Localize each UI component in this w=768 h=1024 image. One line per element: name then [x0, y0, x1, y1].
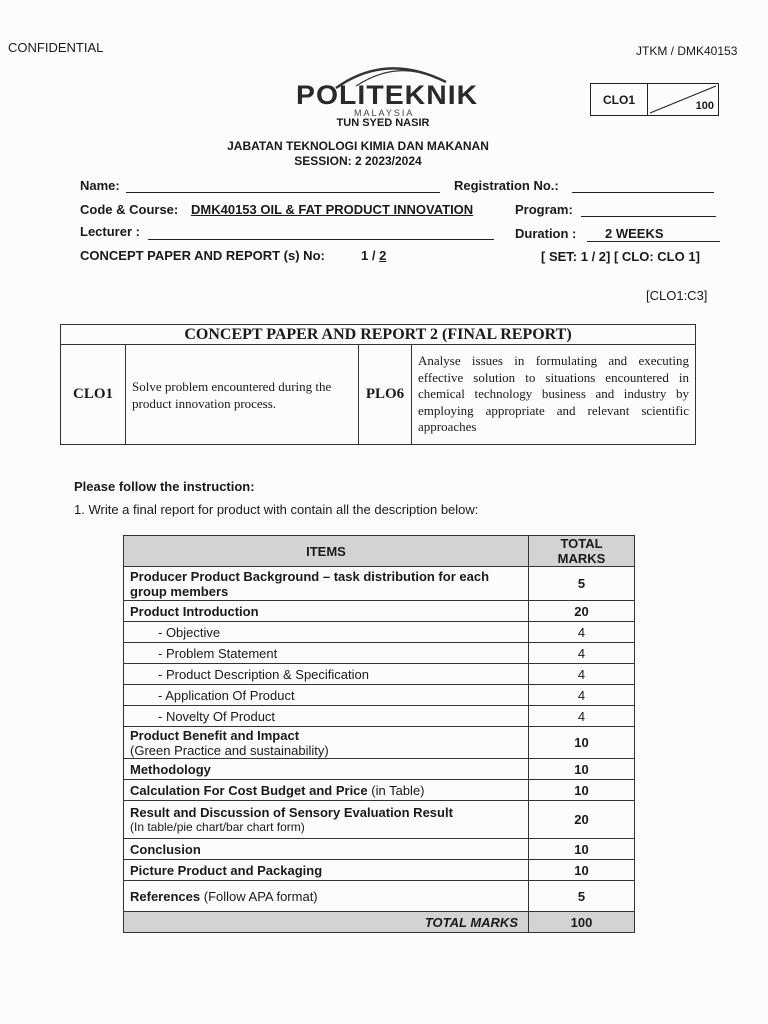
row-marks: 5 — [529, 567, 635, 601]
row-item: Producer Product Background – task distribution for each group members — [124, 567, 529, 601]
row-item: Picture Product and Packaging — [124, 860, 529, 881]
instruction-heading: Please follow the instruction: — [74, 479, 255, 494]
paper-label: CONCEPT PAPER AND REPORT (s) No: — [80, 248, 325, 263]
row-item: Methodology — [124, 759, 529, 780]
clo-c3-label: [CLO1:C3] — [646, 288, 708, 303]
table-row — [124, 567, 635, 601]
duration-value — [587, 226, 720, 242]
row-item: Product Introduction — [124, 601, 529, 622]
row-item-cell — [124, 780, 529, 801]
marks-table — [123, 535, 635, 933]
row-note: (Green Practice and sustainability) — [130, 742, 329, 758]
department-block — [150, 139, 566, 169]
row-marks: 5 — [529, 881, 635, 912]
row-item: - Problem Statement — [124, 643, 529, 664]
table-row — [124, 643, 635, 664]
table-row — [124, 860, 635, 881]
row-marks: 4 — [529, 643, 635, 664]
document-code: JTKM / DMK40153 — [636, 44, 738, 58]
table-row — [124, 881, 635, 912]
table-row — [124, 780, 635, 801]
table-row — [124, 839, 635, 860]
row-item-cell — [124, 727, 529, 759]
row-item: Product Benefit and Impact — [130, 727, 300, 743]
course-value: DMK40153 OIL & FAT PRODUCT INNOVATION — [191, 202, 474, 217]
row-item-cell — [124, 881, 529, 912]
table-row — [124, 706, 635, 727]
clo-description: Solve problem encountered during the product innovation process. — [126, 345, 359, 445]
row-marks: 4 — [529, 706, 635, 727]
total-row — [124, 912, 635, 933]
table-row — [124, 685, 635, 706]
confidential-label: CONFIDENTIAL — [8, 40, 104, 55]
table-row — [124, 801, 635, 839]
row-item-cell — [124, 801, 529, 839]
logo-brand: POLITEKNIK — [296, 80, 479, 110]
table-row — [124, 759, 635, 780]
row-item: - Novelty Of Product — [124, 706, 529, 727]
lecturer-field[interactable] — [148, 239, 494, 240]
table-row — [124, 601, 635, 622]
paper-number-prefix: 1 / — [361, 248, 376, 263]
row-marks: 10 — [529, 780, 635, 801]
lecturer-label: Lecturer : — [80, 224, 140, 239]
row-item: - Product Description & Specification — [124, 664, 529, 685]
department-name: JABATAN TEKNOLOGI KIMIA DAN MAKANAN — [227, 139, 489, 153]
total-label: TOTAL MARKS — [124, 912, 529, 933]
row-item: - Application Of Product — [124, 685, 529, 706]
row-marks: 20 — [529, 601, 635, 622]
clo-score-box — [590, 83, 719, 116]
plo-code: PLO6 — [359, 345, 412, 445]
set-clo-label: [ SET: 1 / 2] [ CLO: CLO 1] — [541, 249, 700, 264]
row-marks: 4 — [529, 664, 635, 685]
row-marks: 10 — [529, 860, 635, 881]
table-row — [124, 664, 635, 685]
row-item: Result and Discussion of Sensory Evaluation Result — [130, 804, 453, 820]
clo-plo-table — [60, 324, 696, 445]
row-item: References — [130, 888, 201, 904]
registration-label: Registration No.: — [454, 178, 559, 193]
table-row — [124, 727, 635, 759]
row-item: - Objective — [124, 622, 529, 643]
clo-box-label: CLO1 — [591, 84, 648, 115]
code-course-label: Code & Course: — [80, 202, 179, 217]
marks-header: TOTAL MARKS — [529, 536, 635, 567]
row-item: Conclusion — [124, 839, 529, 860]
logo-subtitle: MALAYSIA — [354, 108, 415, 118]
row-marks: 4 — [529, 622, 635, 643]
row-note: (Follow APA format) — [203, 888, 318, 904]
clo-table-title: CONCEPT PAPER AND REPORT 2 (FINAL REPORT) — [61, 325, 696, 345]
paper-number-total: 2 — [379, 248, 387, 263]
row-marks: 10 — [529, 759, 635, 780]
paper-number — [361, 248, 386, 263]
duration-text: 2 WEEKS — [605, 226, 664, 241]
program-field[interactable] — [581, 216, 716, 217]
row-item: Calculation For Cost Budget and Price — [130, 782, 368, 798]
row-note: (in Table) — [371, 782, 425, 798]
total-value: 100 — [529, 912, 635, 933]
clo-box-max: 100 — [695, 100, 714, 112]
clo-code: CLO1 — [61, 345, 126, 445]
items-header: ITEMS — [124, 536, 529, 567]
name-label: Name: — [80, 178, 120, 193]
instruction-item-1: 1. Write a final report for product with contain all the description below: — [74, 502, 479, 517]
registration-field[interactable] — [572, 192, 714, 193]
campus-name: TUN SYED NASIR — [336, 117, 430, 129]
row-marks: 4 — [529, 685, 635, 706]
duration-label: Duration : — [515, 226, 577, 241]
table-row — [124, 622, 635, 643]
row-marks: 10 — [529, 839, 635, 860]
program-label: Program: — [515, 202, 573, 217]
politeknik-logo — [296, 56, 479, 118]
session: SESSION: 2 2023/2024 — [294, 154, 422, 168]
row-marks: 20 — [529, 801, 635, 839]
row-marks: 10 — [529, 727, 635, 759]
row-note: (In table/pie chart/bar chart form) — [130, 819, 305, 834]
name-field[interactable] — [126, 192, 440, 193]
plo-description: Analyse issues in formulating and executing effective solution to situations encountered in chemical technology business and industry by employing appropriate and relevant scientific approaches — [412, 345, 696, 445]
